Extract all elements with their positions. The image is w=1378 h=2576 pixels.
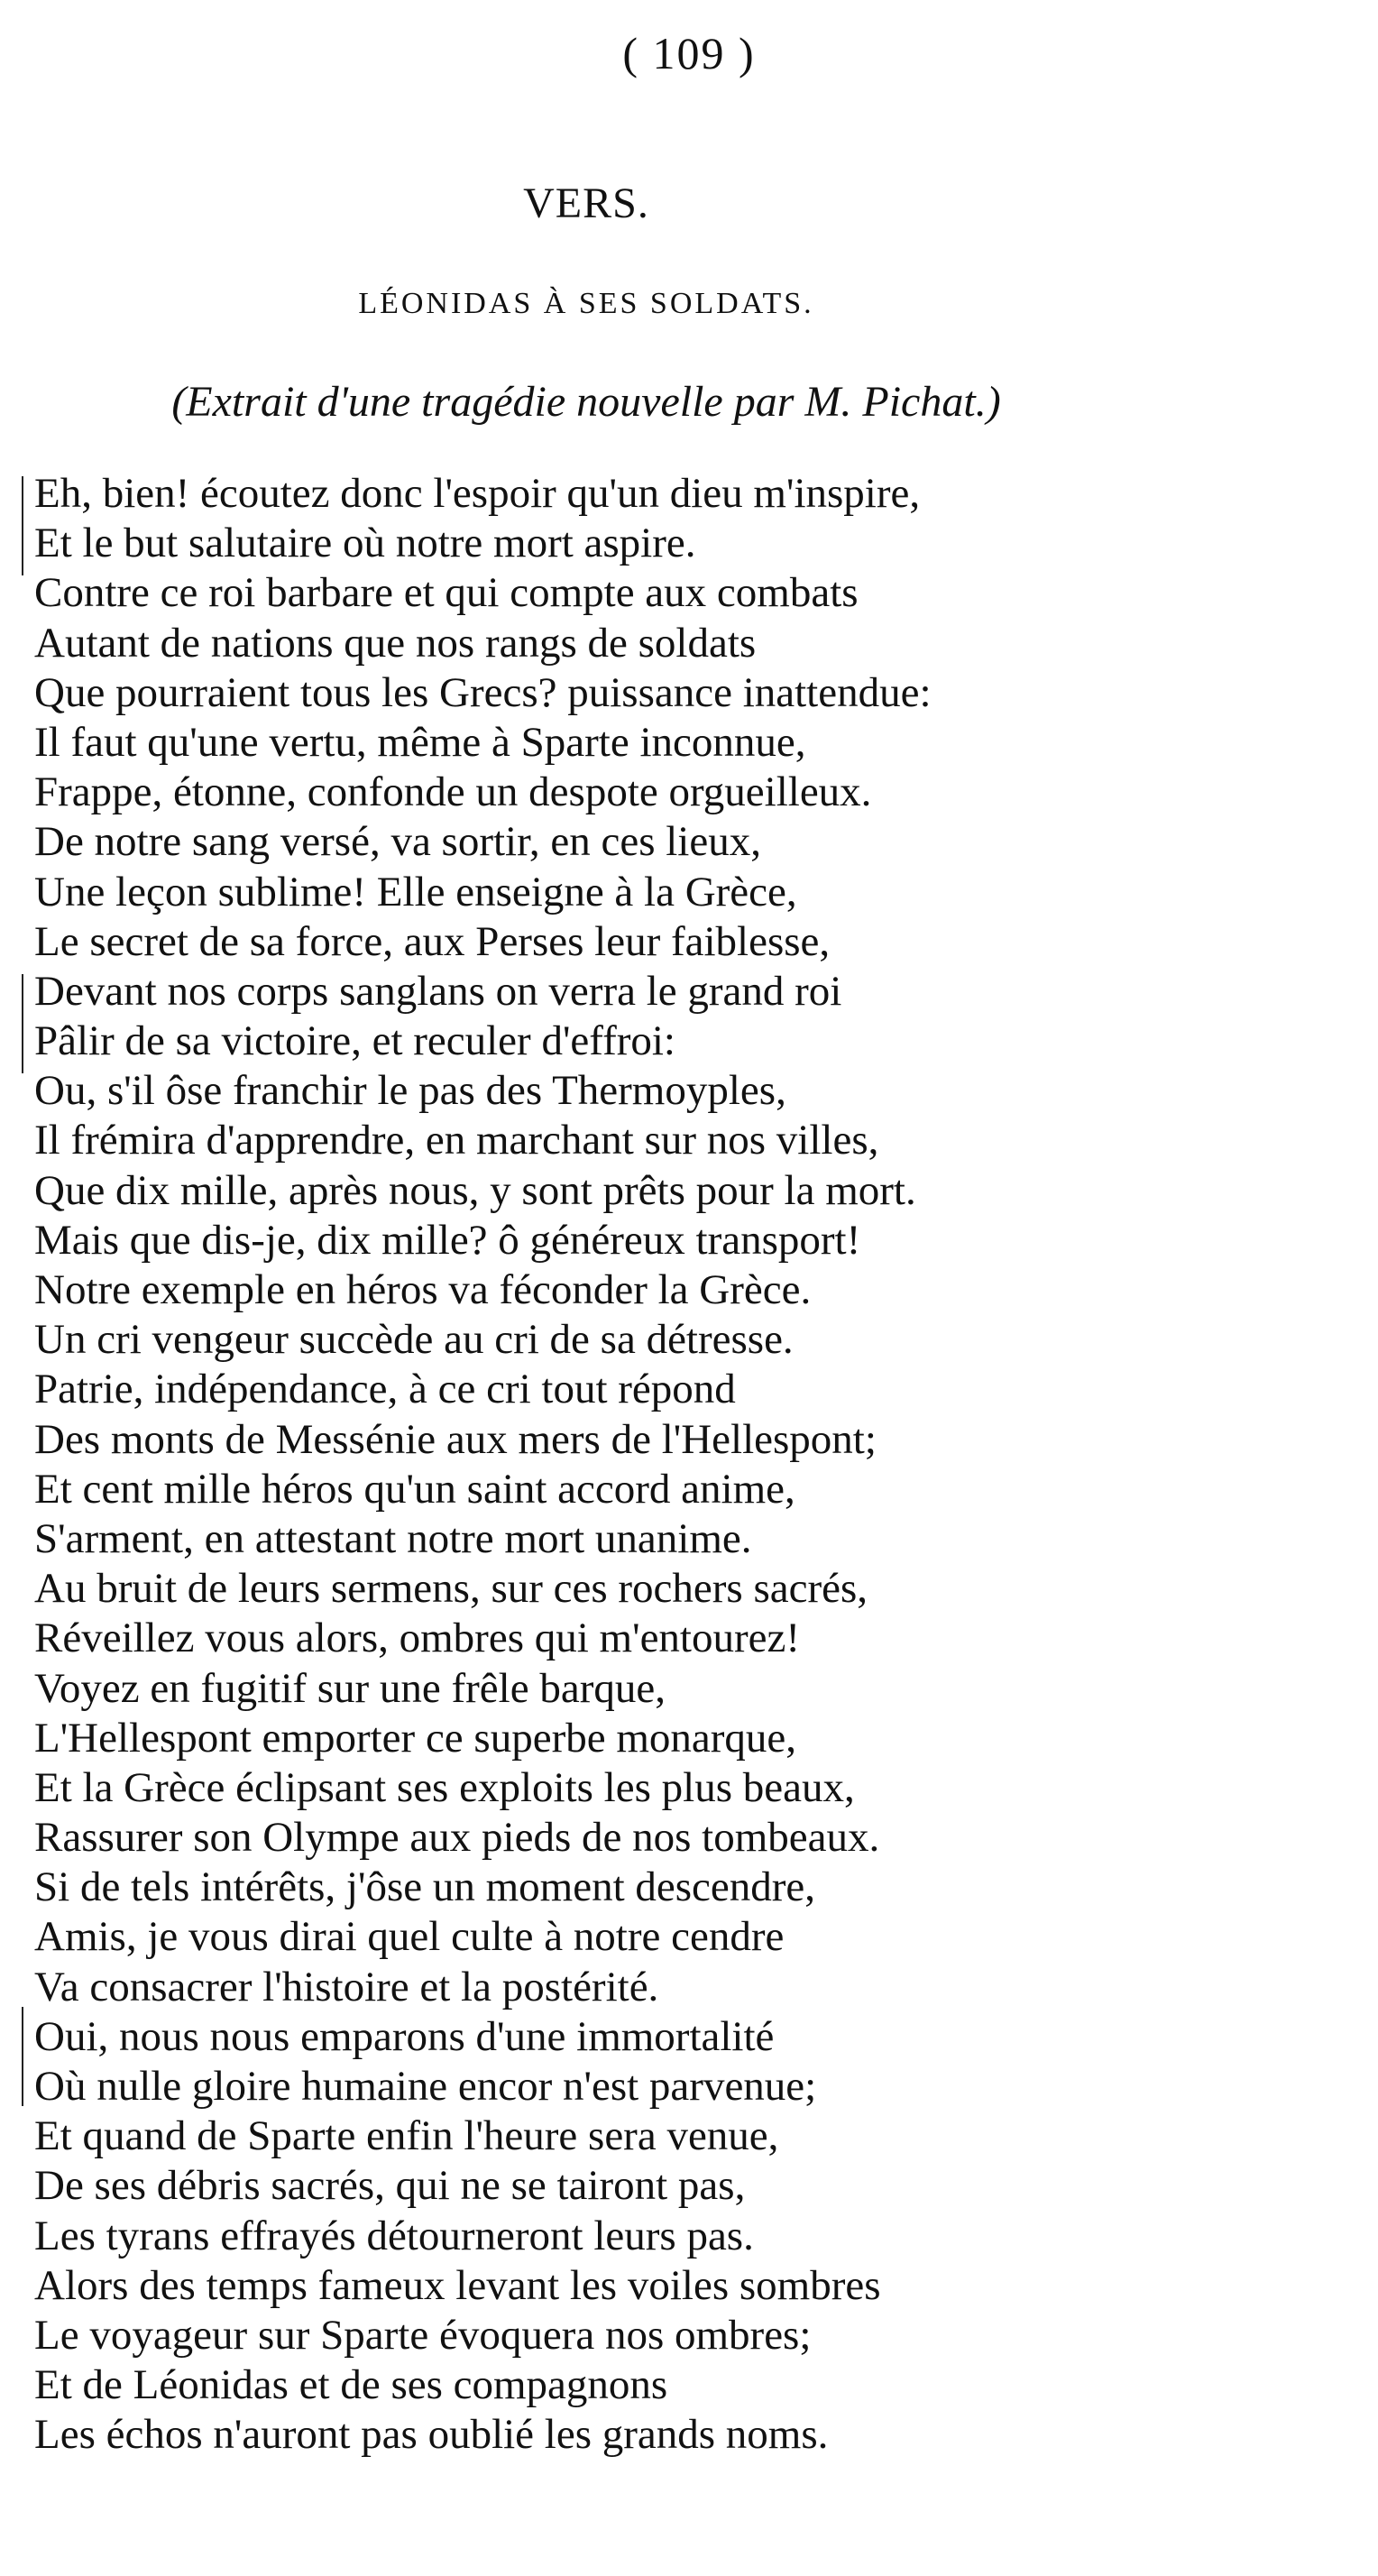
verse-line: Alors des temps fameux levant les voiles sombres xyxy=(34,2261,881,2309)
verse-line: Les échos n'auront pas oublié les grands noms. xyxy=(34,2411,829,2459)
verse-line: Et la Grèce éclipsant ses exploits les plus beaux, xyxy=(34,1763,855,1811)
verse-line: Si de tels intérêts, j'ôse un moment descendre, xyxy=(34,1863,816,1911)
verse-line: Pâlir de sa victoire, et reculer d'effroi: xyxy=(34,1017,675,1065)
verse-line: Contre ce roi barbare et qui compte aux combats xyxy=(34,569,859,617)
verse-line: Et quand de Sparte enfin l'heure sera venue, xyxy=(34,2112,779,2160)
verse-line: Il faut qu'une vertu, même à Sparte inconnue, xyxy=(34,718,806,766)
verse-line: Et cent mille héros qu'un saint accord anime, xyxy=(34,1465,795,1513)
verse-line: Que pourraient tous les Grecs? puissance inattendue: xyxy=(34,668,932,716)
verse-line: De ses débris sacrés, qui ne se tairont pas, xyxy=(34,2162,746,2210)
verse-line: Une leçon sublime! Elle enseigne à la Grèce, xyxy=(34,868,797,915)
verse-line: Mais que dis-je, dix mille? ô généreux transport! xyxy=(34,1216,861,1264)
verse-line: Et le but salutaire où notre mort aspire. xyxy=(34,520,696,567)
margin-line-mark xyxy=(22,974,23,1073)
verse-line: Et de Léonidas et de ses compagnons xyxy=(34,2361,668,2409)
verse-line: Au bruit de leurs sermens, sur ces rochers sacrés, xyxy=(34,1565,868,1613)
verse-line: Le voyageur sur Sparte évoquera nos ombres; xyxy=(34,2311,812,2359)
verse-line: Frappe, étonne, confonde un despote orgueilleux. xyxy=(34,768,872,816)
verse-line: Devant nos corps sanglans on verra le grand roi xyxy=(34,967,842,1015)
verse-line: Un cri vengeur succède au cri de sa détresse. xyxy=(34,1316,794,1364)
section-title: VERS. xyxy=(523,179,649,227)
verse-line: Oui, nous nous emparons d'une immortalité xyxy=(34,2012,775,2060)
page-number: ( 109 ) xyxy=(622,28,756,78)
verse-line: Réveillez vous alors, ombres qui m'entourez! xyxy=(34,1615,801,1662)
verse-line: S'arment, en attestant notre mort unanime. xyxy=(34,1514,752,1562)
verse-line: Amis, je vous dirai quel culte à notre cendre xyxy=(34,1913,785,1961)
verse-line: Ou, s'il ôse franchir le pas des Thermoyples, xyxy=(34,1067,786,1115)
verse-line: Notre exemple en héros va féconder la Grèce. xyxy=(34,1266,812,1313)
verse-line: Les tyrans effrayés détourneront leurs pas. xyxy=(34,2212,754,2259)
verse-line: Va consacrer l'histoire et la postérité. xyxy=(34,1963,659,2010)
poem-verse xyxy=(34,469,1315,2461)
verse-line: Eh, bien! écoutez donc l'espoir qu'un dieu m'inspire, xyxy=(34,470,921,517)
margin-line-mark xyxy=(22,476,23,575)
verse-line: Des monts de Messénie aux mers de l'Hellespont; xyxy=(34,1415,877,1463)
verse-line: Autant de nations que nos rangs de soldats xyxy=(34,619,757,667)
verse-line: Où nulle gloire humaine encor n'est parvenue; xyxy=(34,2063,817,2110)
verse-line: Il frémira d'apprendre, en marchant sur nos villes, xyxy=(34,1117,879,1164)
poem-subtitle: (Extrait d'une tragédie nouvelle par M. Pichat.) xyxy=(171,378,1001,426)
verse-line: Rassurer son Olympe aux pieds de nos tombeaux. xyxy=(34,1814,880,1862)
verse-line: Patrie, indépendance, à ce cri tout répond xyxy=(34,1366,736,1413)
verse-line: Voyez en fugitif sur une frêle barque, xyxy=(34,1664,666,1712)
margin-line-mark xyxy=(22,2007,23,2106)
poem-title: LÉONIDAS À SES SOLDATS. xyxy=(358,287,814,320)
verse-line: De notre sang versé, va sortir, en ces lieux, xyxy=(34,818,761,866)
verse-line: Le secret de sa force, aux Perses leur faiblesse, xyxy=(34,917,831,965)
verse-line: L'Hellespont emporter ce superbe monarque, xyxy=(34,1714,797,1762)
verse-line: Que dix mille, après nous, y sont prêts pour la mort. xyxy=(34,1166,916,1214)
